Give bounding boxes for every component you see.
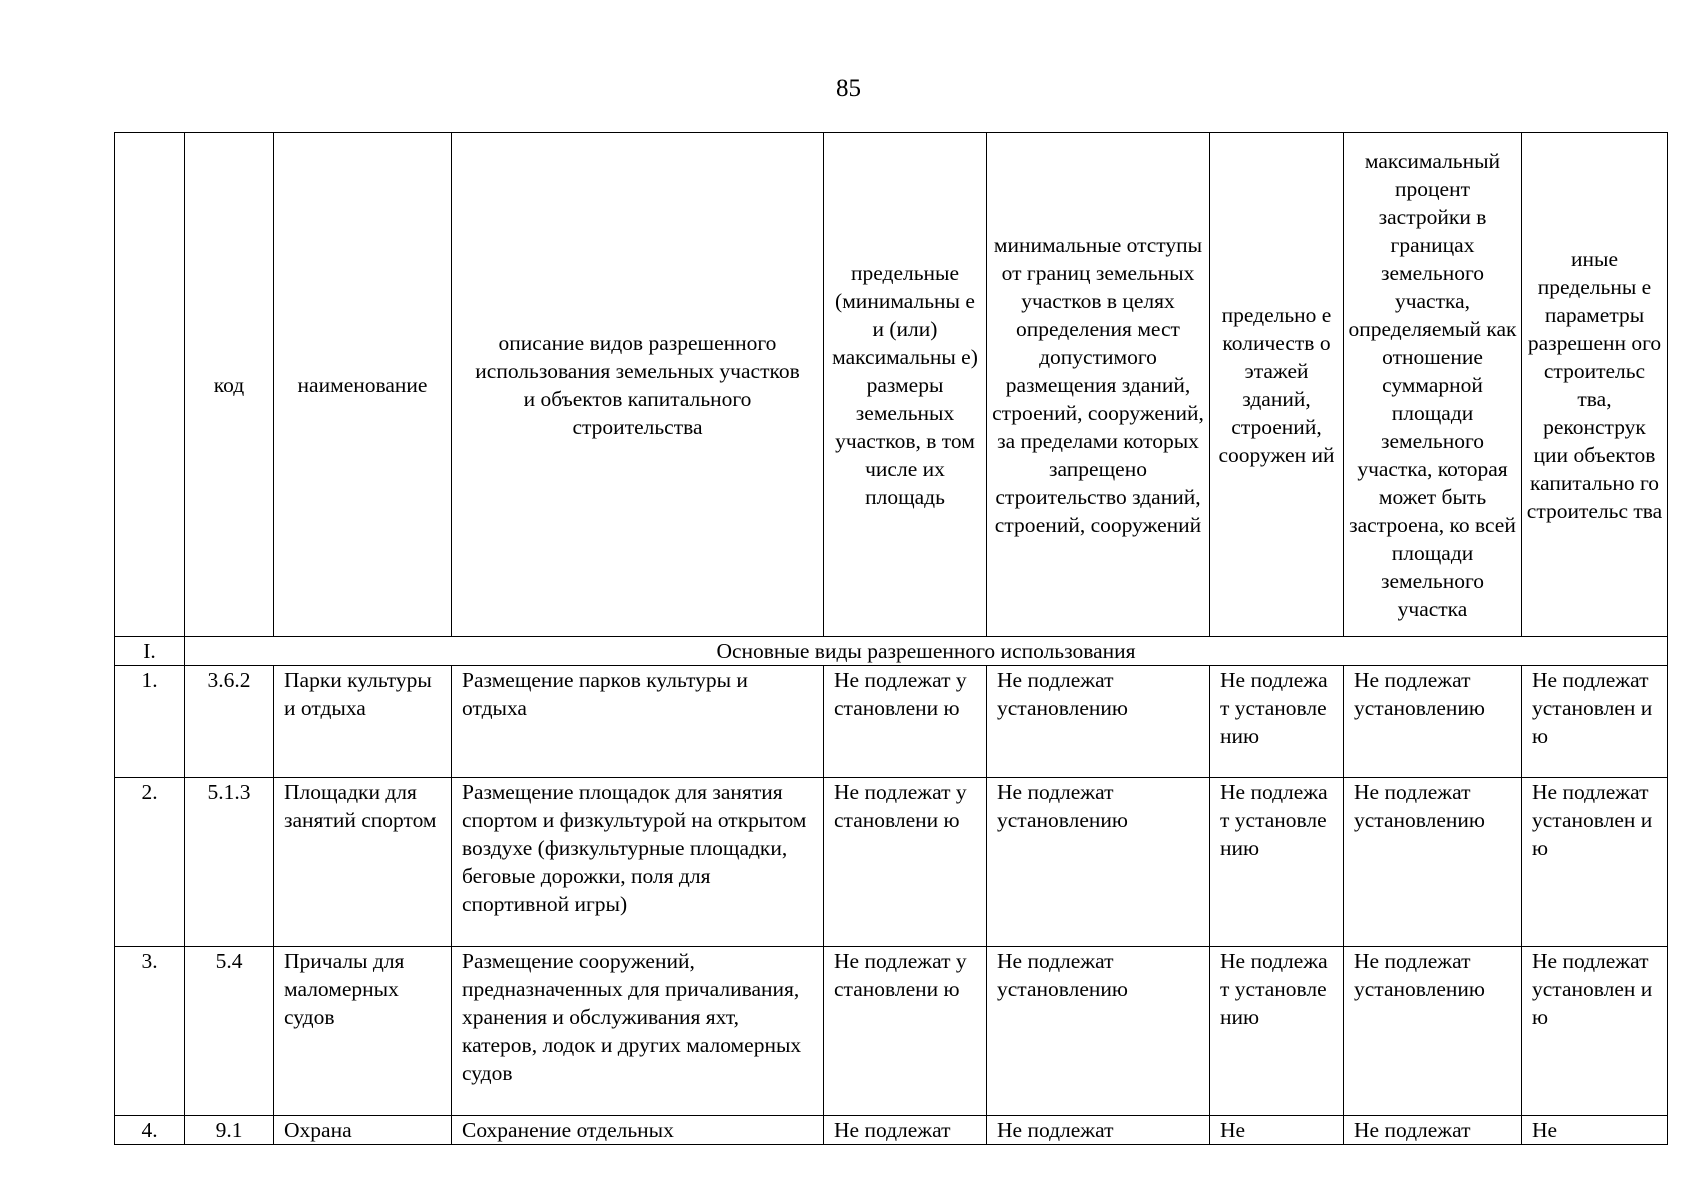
page-number: 85 — [836, 75, 861, 102]
row-other: Не подлежат установлен ию — [1522, 778, 1668, 947]
row-setbacks: Не подлежат установлению — [987, 778, 1210, 947]
row-code: 9.1 — [185, 1116, 274, 1145]
table-header-row — [115, 133, 1668, 637]
row-num: 4. — [115, 1116, 185, 1145]
row-other: Не подлежат установлен ию — [1522, 666, 1668, 778]
header-num — [115, 133, 185, 637]
header-other: иные предельны е параметры разрешенн ого строительс тва, реконструк ции объектов капитально го строительс тва — [1522, 133, 1668, 637]
row-name: Охрана — [274, 1116, 452, 1145]
row-code: 3.6.2 — [185, 666, 274, 778]
row-size: Не подлежат установлени ю — [824, 666, 987, 778]
header-percent: максимальный процент застройки в границах земельного участка, определяемый как отношение суммарной площади земельного участка, которая может быть застроена, ко всей площади земельного участка — [1344, 133, 1522, 637]
row-size: Не подлежат — [824, 1116, 987, 1145]
row-size: Не подлежат установлени ю — [824, 778, 987, 947]
row-percent: Не подлежат установлению — [1344, 666, 1522, 778]
row-description: Размещение парков культуры и отдыха — [452, 666, 824, 778]
row-floors: Не подлежат установле нию — [1210, 778, 1344, 947]
table-row — [115, 666, 1668, 778]
row-setbacks: Не подлежат — [987, 1116, 1210, 1145]
header-size: предельные (минимальны е и (или) максимальны е) размеры земельных участков, в том числе их площадь — [824, 133, 987, 637]
row-floors: Не подлежат установле нию — [1210, 947, 1344, 1116]
header-floors: предельно е количеств о этажей зданий, строений, сооружен ий — [1210, 133, 1344, 637]
row-code: 5.4 — [185, 947, 274, 1116]
row-description: Размещение сооружений, предназначенных для причаливания, хранения и обслуживания яхт, катеров, лодок и других маломерных судов — [452, 947, 824, 1116]
section-title: Основные виды разрешенного использования — [185, 637, 1668, 666]
header-setbacks: минимальные отступы от границ земельных участков в целях определения мест допустимого размещения зданий, строений, сооружений, за пределами которых запрещено строительство зданий, строений, сооружений — [987, 133, 1210, 637]
row-name: Площадки для занятий спортом — [274, 778, 452, 947]
table-row — [115, 1116, 1668, 1145]
row-other: Не подлежат установлен ию — [1522, 947, 1668, 1116]
row-percent: Не подлежат — [1344, 1116, 1522, 1145]
section-num: I. — [115, 637, 185, 666]
row-num: 3. — [115, 947, 185, 1116]
row-num: 2. — [115, 778, 185, 947]
header-name: наименование — [274, 133, 452, 637]
header-code: код — [185, 133, 274, 637]
row-code: 5.1.3 — [185, 778, 274, 947]
row-size: Не подлежат установлени ю — [824, 947, 987, 1116]
table-row — [115, 947, 1668, 1116]
row-name: Парки культуры и отдыха — [274, 666, 452, 778]
row-description: Сохранение отдельных — [452, 1116, 824, 1145]
table-row — [115, 778, 1668, 947]
section-row — [115, 637, 1668, 666]
row-description: Размещение площадок для занятия спортом и физкультурой на открытом воздухе (физкультурные площадки, беговые дорожки, поля для спортивной игры) — [452, 778, 824, 947]
row-setbacks: Не подлежат установлению — [987, 947, 1210, 1116]
row-num: 1. — [115, 666, 185, 778]
row-floors: Не — [1210, 1116, 1344, 1145]
row-setbacks: Не подлежат установлению — [987, 666, 1210, 778]
land-use-table — [114, 132, 1668, 1145]
row-percent: Не подлежат установлению — [1344, 778, 1522, 947]
row-other: Не — [1522, 1116, 1668, 1145]
row-name: Причалы для маломерных судов — [274, 947, 452, 1116]
header-description: описание видов разрешенного использования земельных участков и объектов капитального строительства — [452, 133, 824, 637]
row-floors: Не подлежат установле нию — [1210, 666, 1344, 778]
row-percent: Не подлежат установлению — [1344, 947, 1522, 1116]
